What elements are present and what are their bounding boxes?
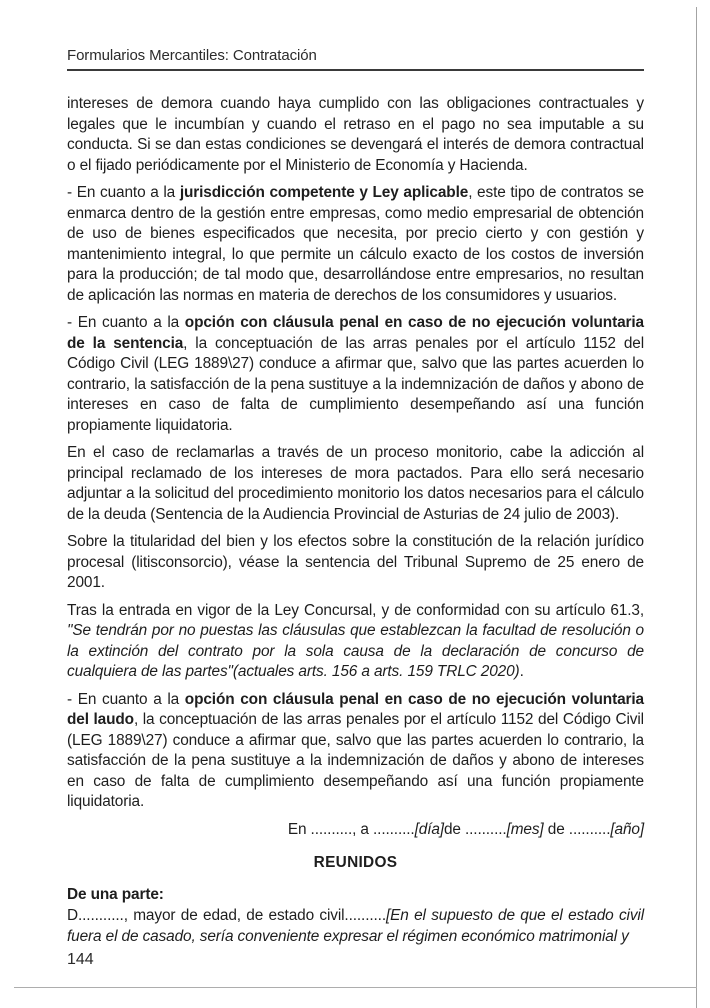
bold-text: De una parte: <box>67 885 164 903</box>
body-text: Tras la entrada en vigor de la Ley Concursal, y de conformidad con su artículo 61.3, <box>67 601 644 619</box>
paragraph <box>67 906 644 947</box>
scan-edge-bottom-line <box>14 987 697 988</box>
paragraph <box>67 820 644 841</box>
body-text: de .......... <box>543 820 611 838</box>
paragraph <box>67 313 644 436</box>
paragraph <box>67 94 644 176</box>
paragraph <box>67 183 644 306</box>
body-text: , la conceptuación de las arras penales por el artículo 1152 del Código Civil (LEG 1889\27) conduce a afirmar que, salvo que las partes acuerden lo contrario, la satisfacción de la pena sustituye a la indemnización de daños y abono de intereses en caso de falta de cumplimiento desempeñando así una función propiamente liquidatoria. <box>67 711 644 810</box>
document-body <box>67 94 644 947</box>
body-text: D..........., mayor de edad, de estado civil.......... <box>67 907 386 924</box>
italic-text: [mes] <box>506 820 544 838</box>
italic-text: [año] <box>610 820 644 838</box>
body-text: . <box>519 663 524 680</box>
page-number: 144 <box>67 951 94 968</box>
page-content <box>67 47 644 954</box>
paragraph <box>67 853 644 874</box>
italic-text: "Se tendrán por no puestas las cláusulas que establezcan la facultad de resolución o la extinción del contrato por la sola causa de la declaración de concurso de cualquiera de las partes"(actuales arts. 156 a arts. 159 TRLC 2020) <box>67 622 644 680</box>
bold-text: opción con cláusula penal en caso de no ejecución voluntaria de la sentencia <box>67 314 644 352</box>
paragraph <box>67 690 644 813</box>
paragraph <box>67 601 644 683</box>
scan-edge-right-line <box>696 7 697 1008</box>
bold-text: REUNIDOS <box>313 854 398 871</box>
body-text: Sobre la titularidad del bien y los efectos sobre la constitución de la relación jurídico procesal (litisconsorcio), véase la sentencia del Tribunal Supremo de 25 enero de 2001. <box>67 533 644 591</box>
bold-text: opción con cláusula penal en caso de no ejecución voluntaria del laudo <box>67 690 644 728</box>
body-text: En .........., a .......... <box>287 820 415 838</box>
body-text: - En cuanto a la <box>67 690 185 708</box>
body-text: de .......... <box>443 820 507 838</box>
bold-text: jurisdicción competente y Ley aplicable <box>179 184 469 201</box>
paragraph <box>67 532 644 594</box>
paragraph <box>67 885 644 906</box>
body-text: , este tipo de contratos se enmarca dentro de la gestión entre empresas, como medio empresarial de obtención de uso de bienes especificados que necesita, por precio cierto y con gestión y mantenimiento integral, lo que permite un cálculo exacto de los costos de inversión para la producción; de tal modo que, desarrollándose entre empresarios, no resultan de aplicación las normas en materia de derechos de los consumidores y usuarios. <box>67 184 644 304</box>
body-text: , la conceptuación de las arras penales por el artículo 1152 del Código Civil (LEG 1889\27) conduce a afirmar que, salvo que las partes acuerden lo contrario, la satisfacción de la pena sustituye a la indemnización de daños y abono de intereses en caso de falta de cumplimiento desempeñando así una función propiamente liquidatoria. <box>67 334 644 434</box>
running-header: Formularios Mercantiles: Contratación <box>67 47 644 71</box>
body-text: intereses de demora cuando haya cumplido con las obligaciones contractuales y legales que le incumbían y cuando el retraso en el pago no sea imputable a su conducta. Si se dan estas condiciones se devengará el interés de demora contractual o el fijado periódicamente por el Ministerio de Economía y Hacienda. <box>67 95 644 174</box>
italic-text: [día] <box>414 820 444 838</box>
body-text: En el caso de reclamarlas a través de un proceso monitorio, cabe la adicción al principal reclamado de los intereses de mora pactados. Para ello será necesario adjuntar a la solicitud del procedimiento monitorio los datos necesarios para el cálculo de la deuda (Sentencia de la Audiencia Provincial de Asturias de 24 julio de 2003). <box>67 444 644 523</box>
italic-text: [En el supuesto de que el estado civil fuera el de casado, sería conveniente expresar el régimen económico matrimonial y <box>67 907 644 945</box>
paragraph <box>67 443 644 525</box>
body-text: - En cuanto a la <box>67 184 180 201</box>
body-text: - En cuanto a la <box>67 314 185 331</box>
